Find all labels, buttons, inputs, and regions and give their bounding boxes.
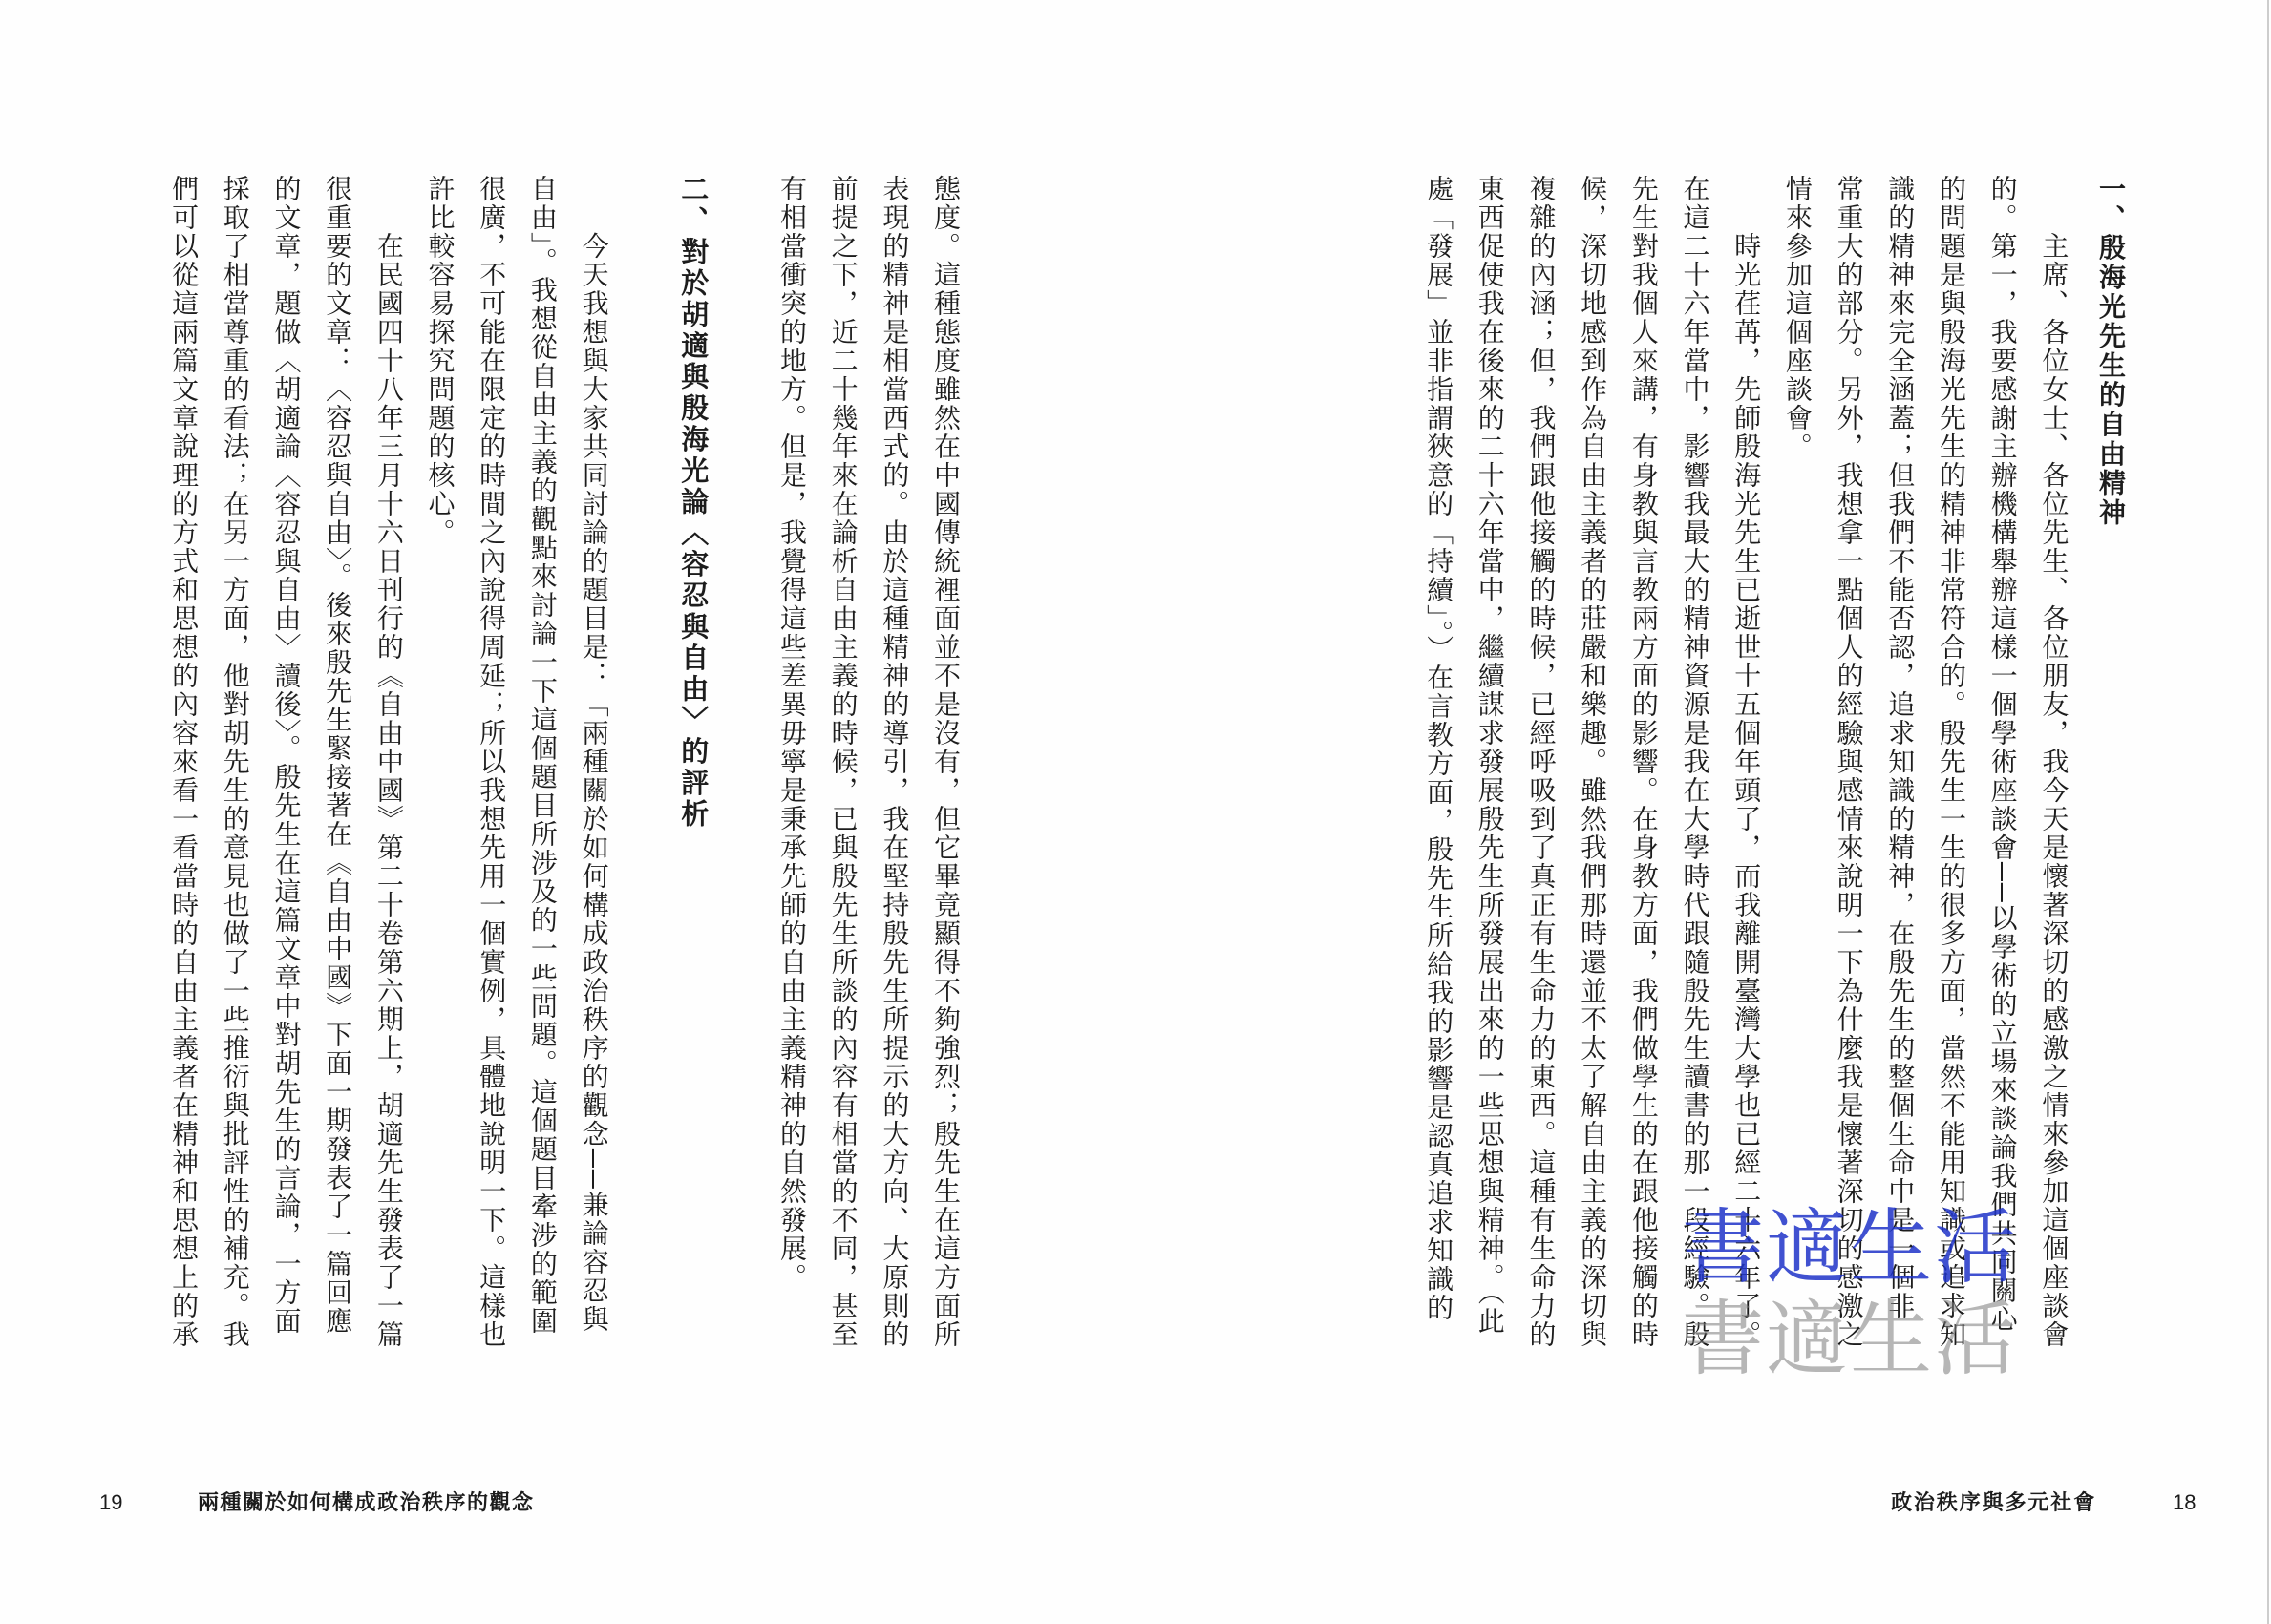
text-column: 的文章，題做〈胡適論〈容忍與自由〉讀後〉。殷先生在這篇文章中對胡先生的言論，一方面 <box>270 175 301 1336</box>
section-heading: 一、殷海光先生的自由精神 <box>2095 175 2125 528</box>
running-head: 兩種關於如何構成政治秩序的觀念 <box>198 1490 535 1514</box>
text-column: 在這二十六年當中，影響我最大的精神資源是我在大學時代跟隨殷先生讀書的那一段經驗。殷 <box>1679 175 1709 1349</box>
text-column: 前提之下，近二十幾年來在論析自由主義的時候，已與殷先生所談的內容有相當的不同，甚至 <box>827 175 858 1349</box>
section-heading: 二、對於胡適與殷海光論〈容忍與自由〉的評析 <box>677 175 709 831</box>
text-column: 採取了相當尊重的看法；在另一方面，他對胡先生的意見也做了一些推衍與批評性的補充。我 <box>219 175 249 1349</box>
watermark-text: 書適生活 <box>1682 1294 2018 1385</box>
text-column: 很廣，不可能在限定的時間之內說得周延；所以我想先用一個實例，具體地說明一下。這樣也 <box>476 175 506 1349</box>
page-number: 19 <box>99 1490 123 1514</box>
text-column: 識的精神來完全涵蓋；但我們不能否認，追求知識的精神，在殷先生的整個生命中是一個非 <box>1884 175 1915 1320</box>
page-18-text <box>1411 175 2135 1349</box>
text-column: 們可以從這兩篇文章說理的方式和思想的內容來看一看當時的自由主義者在精神和思想上的承 <box>168 175 199 1349</box>
text-column: 在民國四十八年三月十六日刊行的《自由中國》第二十卷第六期上，胡適先生發表了一篇 <box>372 175 403 1349</box>
page-number: 18 <box>2173 1490 2197 1514</box>
watermark-text: 書適生活 <box>1682 1202 2018 1294</box>
text-column: 很重要的文章：〈容忍與自由〉。後來殷先生緊接著在《自由中國》下面一期發表了一篇回應 <box>322 175 352 1336</box>
text-column: 自由」。我想從自由主義的觀點來討論一下這個題目所涉及的一些問題。這個題目牽涉的範圍 <box>526 175 557 1336</box>
text-column: 先生對我個人來講，有身教與言教兩方面的影響。在身教方面，我們做學生的在跟他接觸的時 <box>1627 175 1658 1349</box>
text-column: 東西促使我在後來的二十六年當中，繼續謀求發展殷先生所發展出來的一些思想與精神。（此 <box>1474 175 1504 1336</box>
text-column: 有相當衝突的地方。但是，我覺得這些差異毋寧是秉承先師的自由主義精神的自然發展。 <box>775 175 806 1292</box>
text-column: 候，深切地感到作為自由主義者的莊嚴和樂趣。雖然我們那時還並不太了解自由主義的深切與 <box>1577 175 1607 1349</box>
text-column: 的問題是與殷海光先生的精神非常符合的。殷先生一生的很多方面，當然不能用知識或追求知 <box>1935 175 1965 1349</box>
text-column: 的。第一，我要感謝主辦機構舉辦這樣一個學術座談會──以學術的立場來談論我們共同關心 <box>1986 175 2017 1334</box>
text-column: 複雜的內涵；但，我們跟他接觸的時候，已經呼吸到了真正有生命力的東西。這種有生命力的 <box>1525 175 1556 1349</box>
text-column: 許比較容易探究問題的核心。 <box>424 175 455 547</box>
page-19-text <box>157 175 970 1349</box>
text-column: 情來參加這個座談會。 <box>1781 175 1812 461</box>
text-column: 表現的精神是相當西式的。由於這種精神的導引，我在堅持殷先生所提示的大方向、大原則的 <box>879 175 909 1349</box>
scan-edge-line <box>2267 0 2269 1624</box>
running-head: 政治秩序與多元社會 <box>1891 1490 2097 1514</box>
text-column: 今天我想與大家共同討論的題目是：「兩種關於如何構成政治秩序的觀念──兼論容忍與 <box>578 175 608 1334</box>
text-column: 主席、各位女士、各位先生、各位朋友，我今天是懷著深切的感激之情來參加這個座談會 <box>2038 175 2069 1349</box>
text-column: 態度。這種態度雖然在中國傳統裡面並不是沒有，但它畢竟顯得不夠強烈；殷先生在這方面所 <box>930 175 960 1349</box>
text-column: 常重大的部分。另外，我想拿一點個人的經驗與感情來說明一下為什麼我是懷著深切的感激之 <box>1833 175 1863 1349</box>
text-column: 處「發展」並非指謂狹意的「持續」。）在言教方面，殷先生所給我的影響是認真追求知識的 <box>1423 175 1454 1322</box>
text-column: 時光荏苒，先師殷海光先生已逝世十五個年頭了，而我離開臺灣大學也已經二十六年了。 <box>1730 175 1761 1349</box>
